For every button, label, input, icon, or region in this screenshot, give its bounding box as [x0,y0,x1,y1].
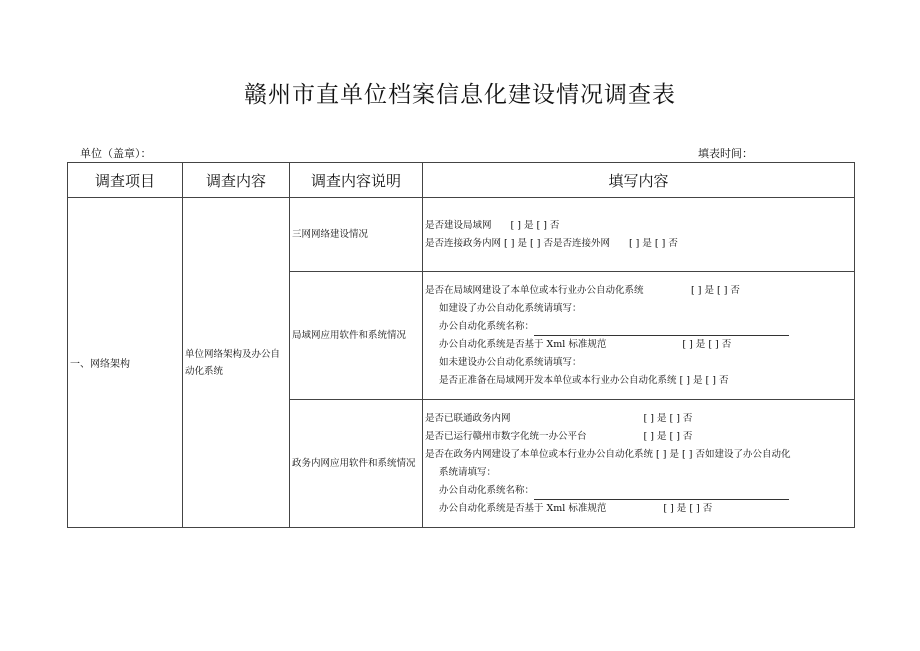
fill-line[interactable]: 是否在局域网建设了本单位或本行业办公自动化系统 [ ] 是 [ ] 否 [425,284,740,296]
header-fill-content: 填写内容 [423,163,855,198]
desc-cell-1 [290,198,423,272]
survey-item-cell [68,198,183,528]
fill-time-label: 填表时间： [698,147,753,160]
oa-name-blank-2[interactable] [534,487,789,500]
desc-cell-3 [290,400,423,528]
fill-line: 如未建设办公自动化系统请填写： [439,356,582,368]
fill-line-oa-name[interactable] [425,318,854,336]
table-row [68,198,855,272]
fill-line[interactable]: 是否正准备在局域网开发本单位或本行业办公自动化系统 [ ] 是 [ ] 否 [439,374,729,386]
fill-line[interactable]: 是否连接政务内网 [ ] 是 [ ] 否是否连接外网 [ ] 是 [ ] 否 [425,237,678,249]
desc-cell-2 [290,272,423,400]
fill-line-label: 办公自动化系统名称： [439,484,535,496]
fill-line[interactable]: 办公自动化系统是否基于 Xml 标准规范 [ ] 是 [ ] 否 [439,338,732,350]
header-survey-content: 调查内容 [183,163,290,198]
fill-cell-3 [423,400,855,528]
survey-item-label: 一、网络架构 [70,359,130,370]
desc-three-networks: 三网网络建设情况 [292,229,369,240]
unit-stamp-label: 单位（盖章）： [80,147,152,160]
desc-lan-software: 局域网应用软件和系统情况 [292,330,407,341]
fill-line[interactable]: 是否已运行赣州市数字化统一办公平台 [ ] 是 [ ] 否 [425,430,693,442]
desc-gov-intranet-software: 政务内网应用软件和系统情况 [292,458,416,469]
survey-content-cell [183,198,290,528]
fill-line: 系统请填写： [439,466,497,478]
header-content-description: 调查内容说明 [290,163,423,198]
header-row [68,163,855,198]
fill-line[interactable]: 是否已联通政务内网 [ ] 是 [ ] 否 [425,412,693,424]
fill-line[interactable]: 办公自动化系统是否基于 Xml 标准规范 [ ] 是 [ ] 否 [439,502,713,514]
survey-table [67,162,855,528]
fill-line[interactable]: 是否在政务内网建设了本单位或本行业办公自动化系统 [ ] 是 [ ] 否如建设了办公自动化 [425,448,791,460]
page-title: 赣州市直单位档案信息化建设情况调查表 [244,82,676,108]
fill-line[interactable]: 是否建设局域网 [ ] 是 [ ] 否 [425,219,560,231]
header-survey-item: 调查项目 [68,163,183,198]
survey-content-label: 单位网络架构及办公自动化系统 [185,348,281,377]
fill-cell-1 [423,198,855,272]
oa-name-blank[interactable] [534,323,789,336]
fill-cell-2 [423,272,855,400]
fill-line: 如建设了办公自动化系统请填写： [439,302,582,314]
fill-line-oa-name-2[interactable] [425,482,854,500]
fill-line-label: 办公自动化系统名称： [439,320,535,332]
